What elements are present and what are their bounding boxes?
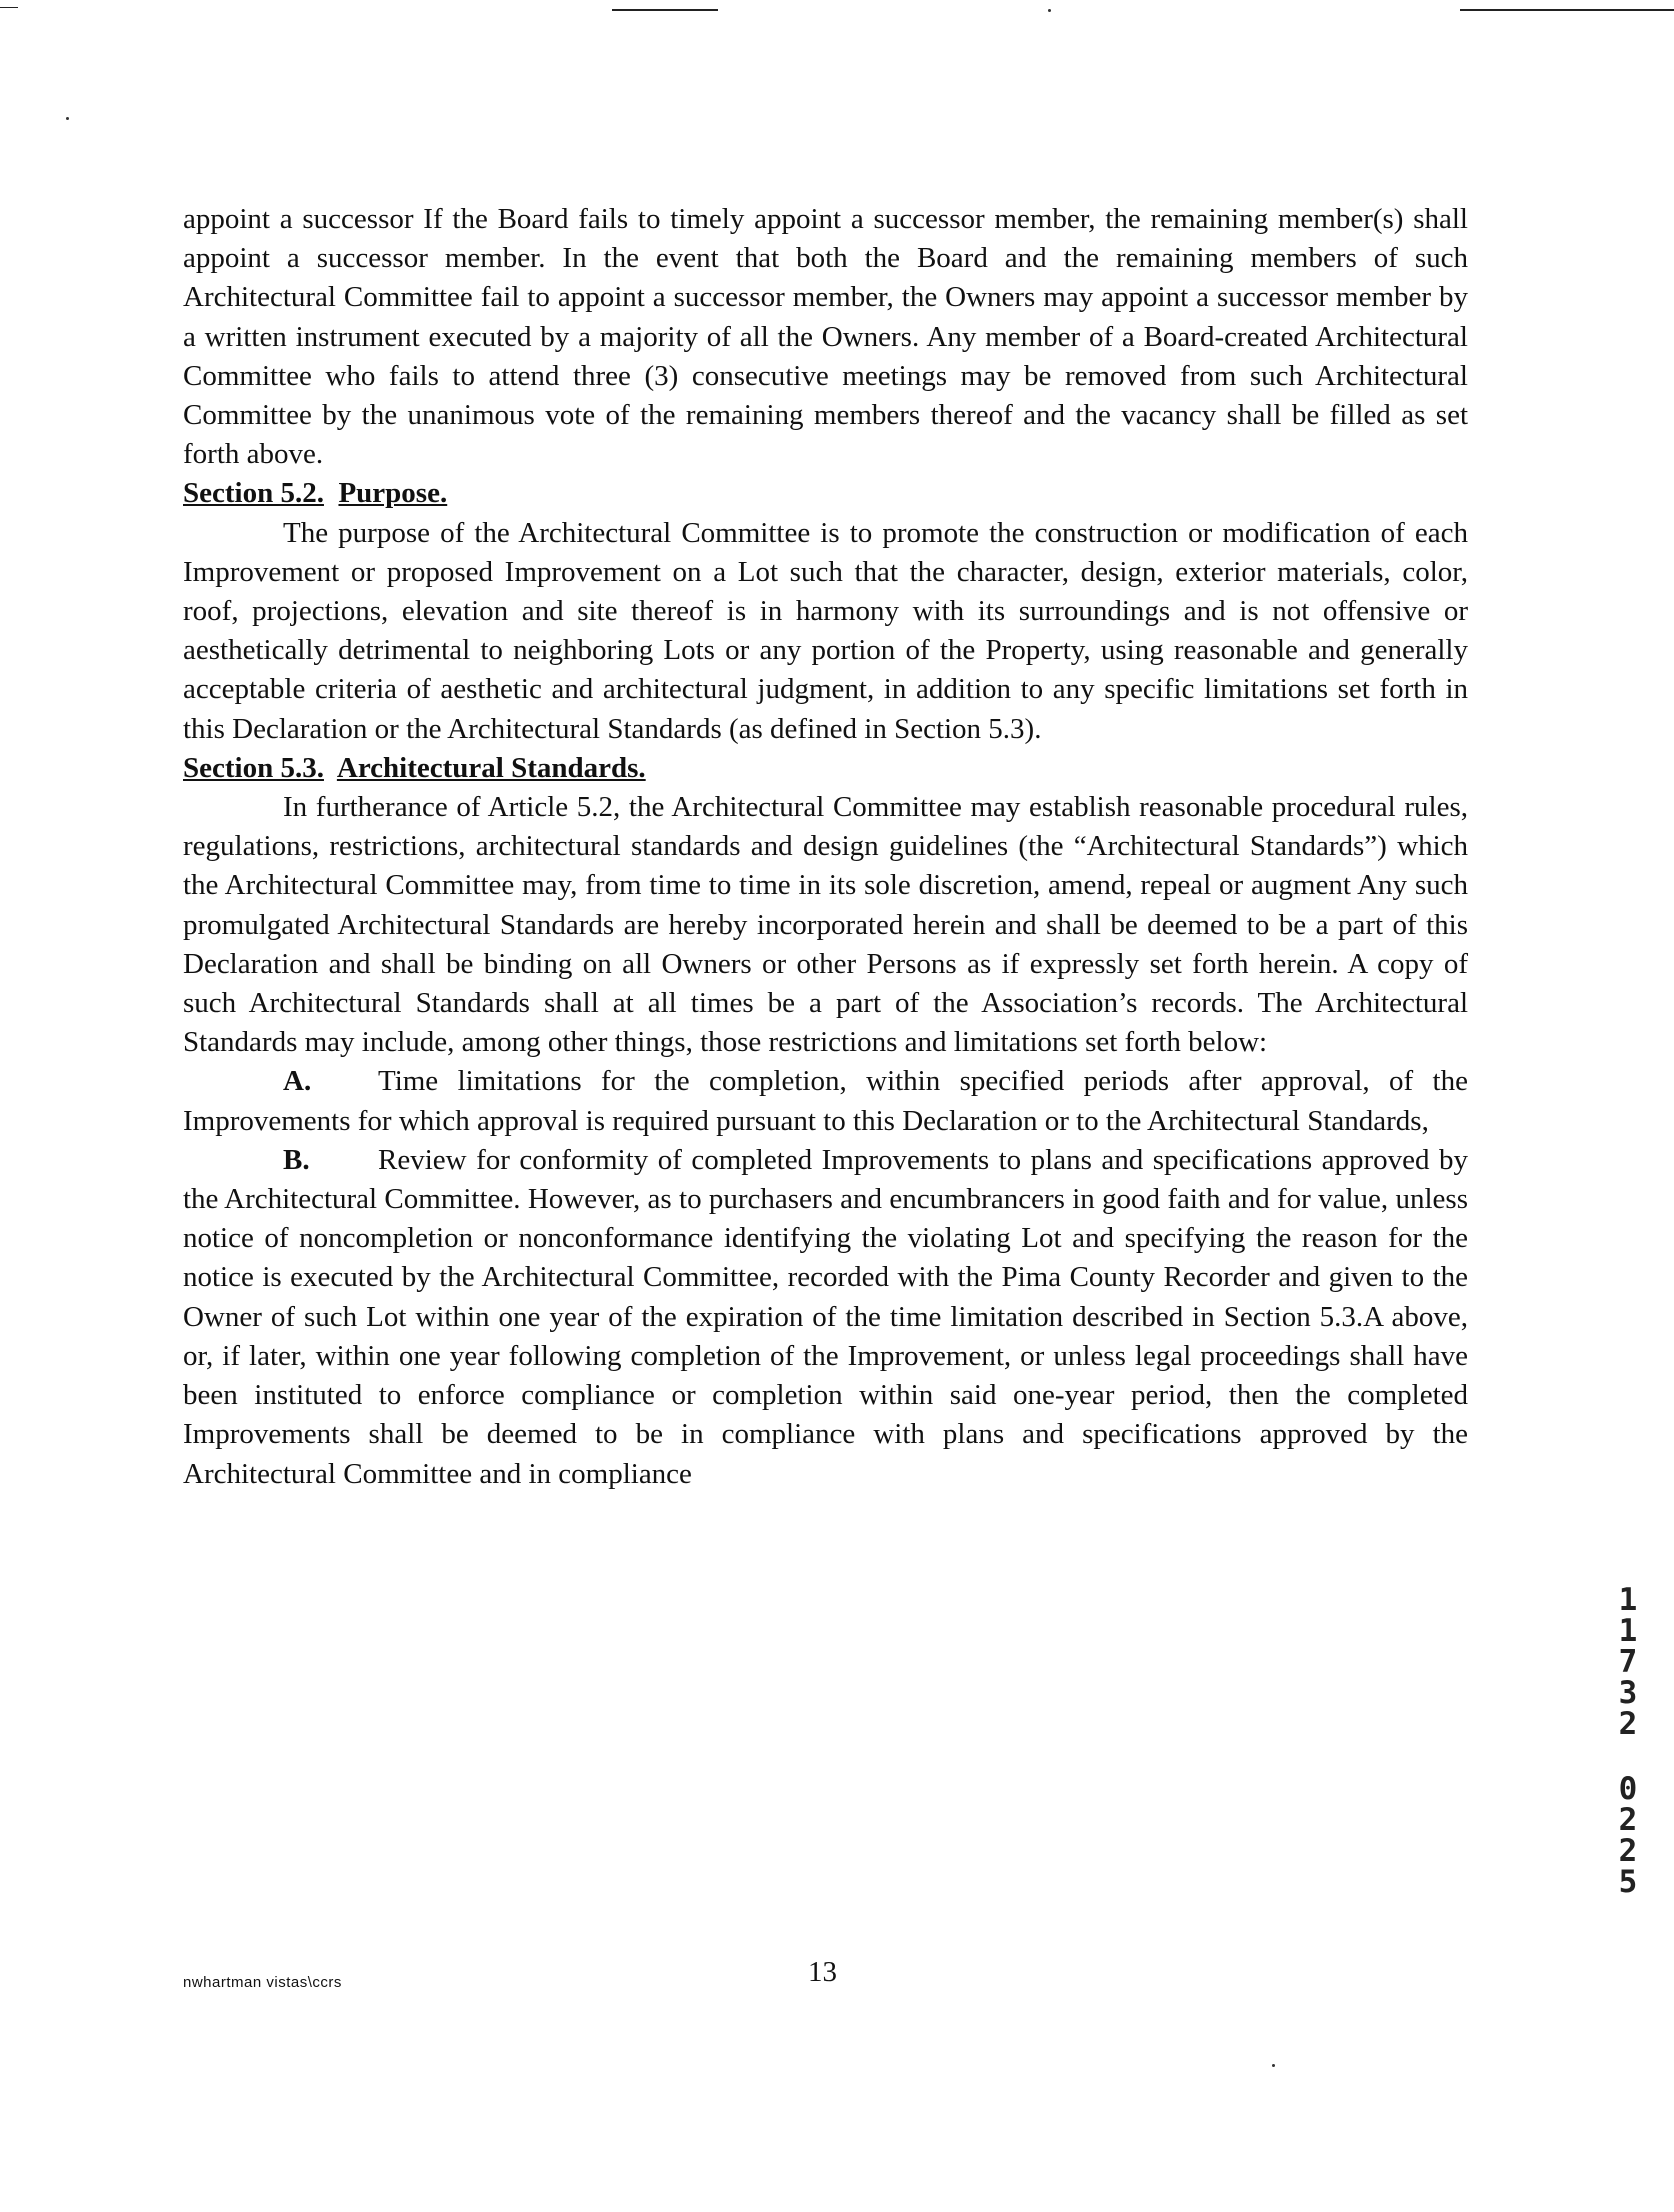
list-item-letter: B. xyxy=(283,1143,310,1176)
list-item-b xyxy=(183,1141,1468,1494)
scan-artifact-line xyxy=(612,9,718,11)
section-5-3-body: In furtherance of Article 5.2, the Architectural Committee may establish reasonable procedural rules, regulations, restrictions, architectural standards and design guidelines (the “Architectural Standards”) which the Architectural Committee may, from time to time in its sole discretion, amend, repeal or augment Any such promulgated Architectural Standards are hereby incorporated herein and shall be deemed to be a part of this Declaration and shall be binding on all Owners or other Persons as if expressly set forth herein. A copy of such Architectural Standards shall at all times be a part of the Association’s records. The Architectural Standards may include, among other things, those restrictions and limitations set forth below: xyxy=(183,791,1468,1059)
stamp-digit: 2 xyxy=(1618,1706,1638,1742)
continuation-paragraph: appoint a successor If the Board fails to timely appoint a successor member, the remaining member(s) shall appoint a successor member. In the event that both the Board and the remaining members of such Architectural Committee fail to appoint a successor member, the Owners may appoint a successor member by a written instrument executed by a majority of all the Owners. Any member of a Board-created Architectural Committee who fails to attend three (3) consecutive meetings may be removed from such Architectural Committee by the unanimous vote of the remaining members thereof and the vacancy shall be filled as set forth above. xyxy=(183,203,1468,471)
stamp-digit: 7 xyxy=(1618,1644,1638,1680)
section-number: Section 5.2. xyxy=(183,477,324,510)
list-item-text: Review for conformity of completed Improvements to plans and specifications approved by the Architectural Committee. However, as to purchasers and encumbrancers in good faith and for value, unless notice of noncompletion or nonconformance identifying the violating Lot and specifying the reason for the notice is executed by the Architectural Committee, recorded with the Pima County Recorder and given to the Owner of such Lot within one year of the expiration of the time limitation described in Section 5.3.A above, or, if later, within one year following completion of the Improvement, or unless legal proceedings shall have been instituted to enforce compliance or completion within said one-year period, then the completed Improvements shall be deemed to be in compliance with plans and specifications approved by the Architectural Committee and in compliance xyxy=(183,1143,1468,1490)
scan-speck xyxy=(1048,9,1051,12)
recording-stamp xyxy=(1608,1582,1648,1900)
footer-file-path: nwhartman vistas\ccrs xyxy=(183,1974,342,1991)
scan-speck xyxy=(66,117,69,120)
stamp-digit: 3 xyxy=(1618,1675,1638,1711)
scan-speck xyxy=(1272,2064,1275,2067)
list-item-text: Time limitations for the completion, within specified periods after approval, of the Improvements for which approval is required pursuant to this Declaration or to the Architectural Standards, xyxy=(183,1065,1468,1137)
page-number: 13 xyxy=(808,1956,837,1988)
section-title: Purpose. xyxy=(338,477,448,510)
document-body xyxy=(183,200,1468,1494)
stamp-digit: 5 xyxy=(1618,1864,1638,1900)
section-5-2-heading xyxy=(183,474,1468,513)
stamp-digit: 2 xyxy=(1618,1802,1638,1838)
scan-artifact-line xyxy=(1460,9,1674,11)
stamp-digit: 0 xyxy=(1618,1771,1638,1807)
stamp-digit: 2 xyxy=(1618,1833,1638,1869)
stamp-gap xyxy=(1608,1740,1648,1774)
stamp-digit: 1 xyxy=(1618,1613,1638,1649)
stamp-digit: 1 xyxy=(1618,1582,1638,1618)
scan-artifact-line xyxy=(0,7,18,8)
list-item-a xyxy=(183,1062,1468,1140)
section-5-2-body: The purpose of the Architectural Committee is to promote the construction or modification of each Improvement or proposed Improvement on a Lot such that the character, design, exterior materials, color, roof, projections, elevation and site thereof is in harmony with its surroundings and is not offensive or aesthetically detrimental to neighboring Lots or any portion of the Property, using reasonable and generally acceptable criteria of aesthetic and architectural judgment, in addition to any specific limitations set forth in this Declaration or the Architectural Standards (as defined in Section 5.3). xyxy=(183,516,1468,745)
list-item-letter: A. xyxy=(283,1065,312,1098)
section-number: Section 5.3. xyxy=(183,751,324,784)
section-5-3-heading xyxy=(183,749,1468,788)
section-title: Architectural Standards. xyxy=(336,751,646,784)
